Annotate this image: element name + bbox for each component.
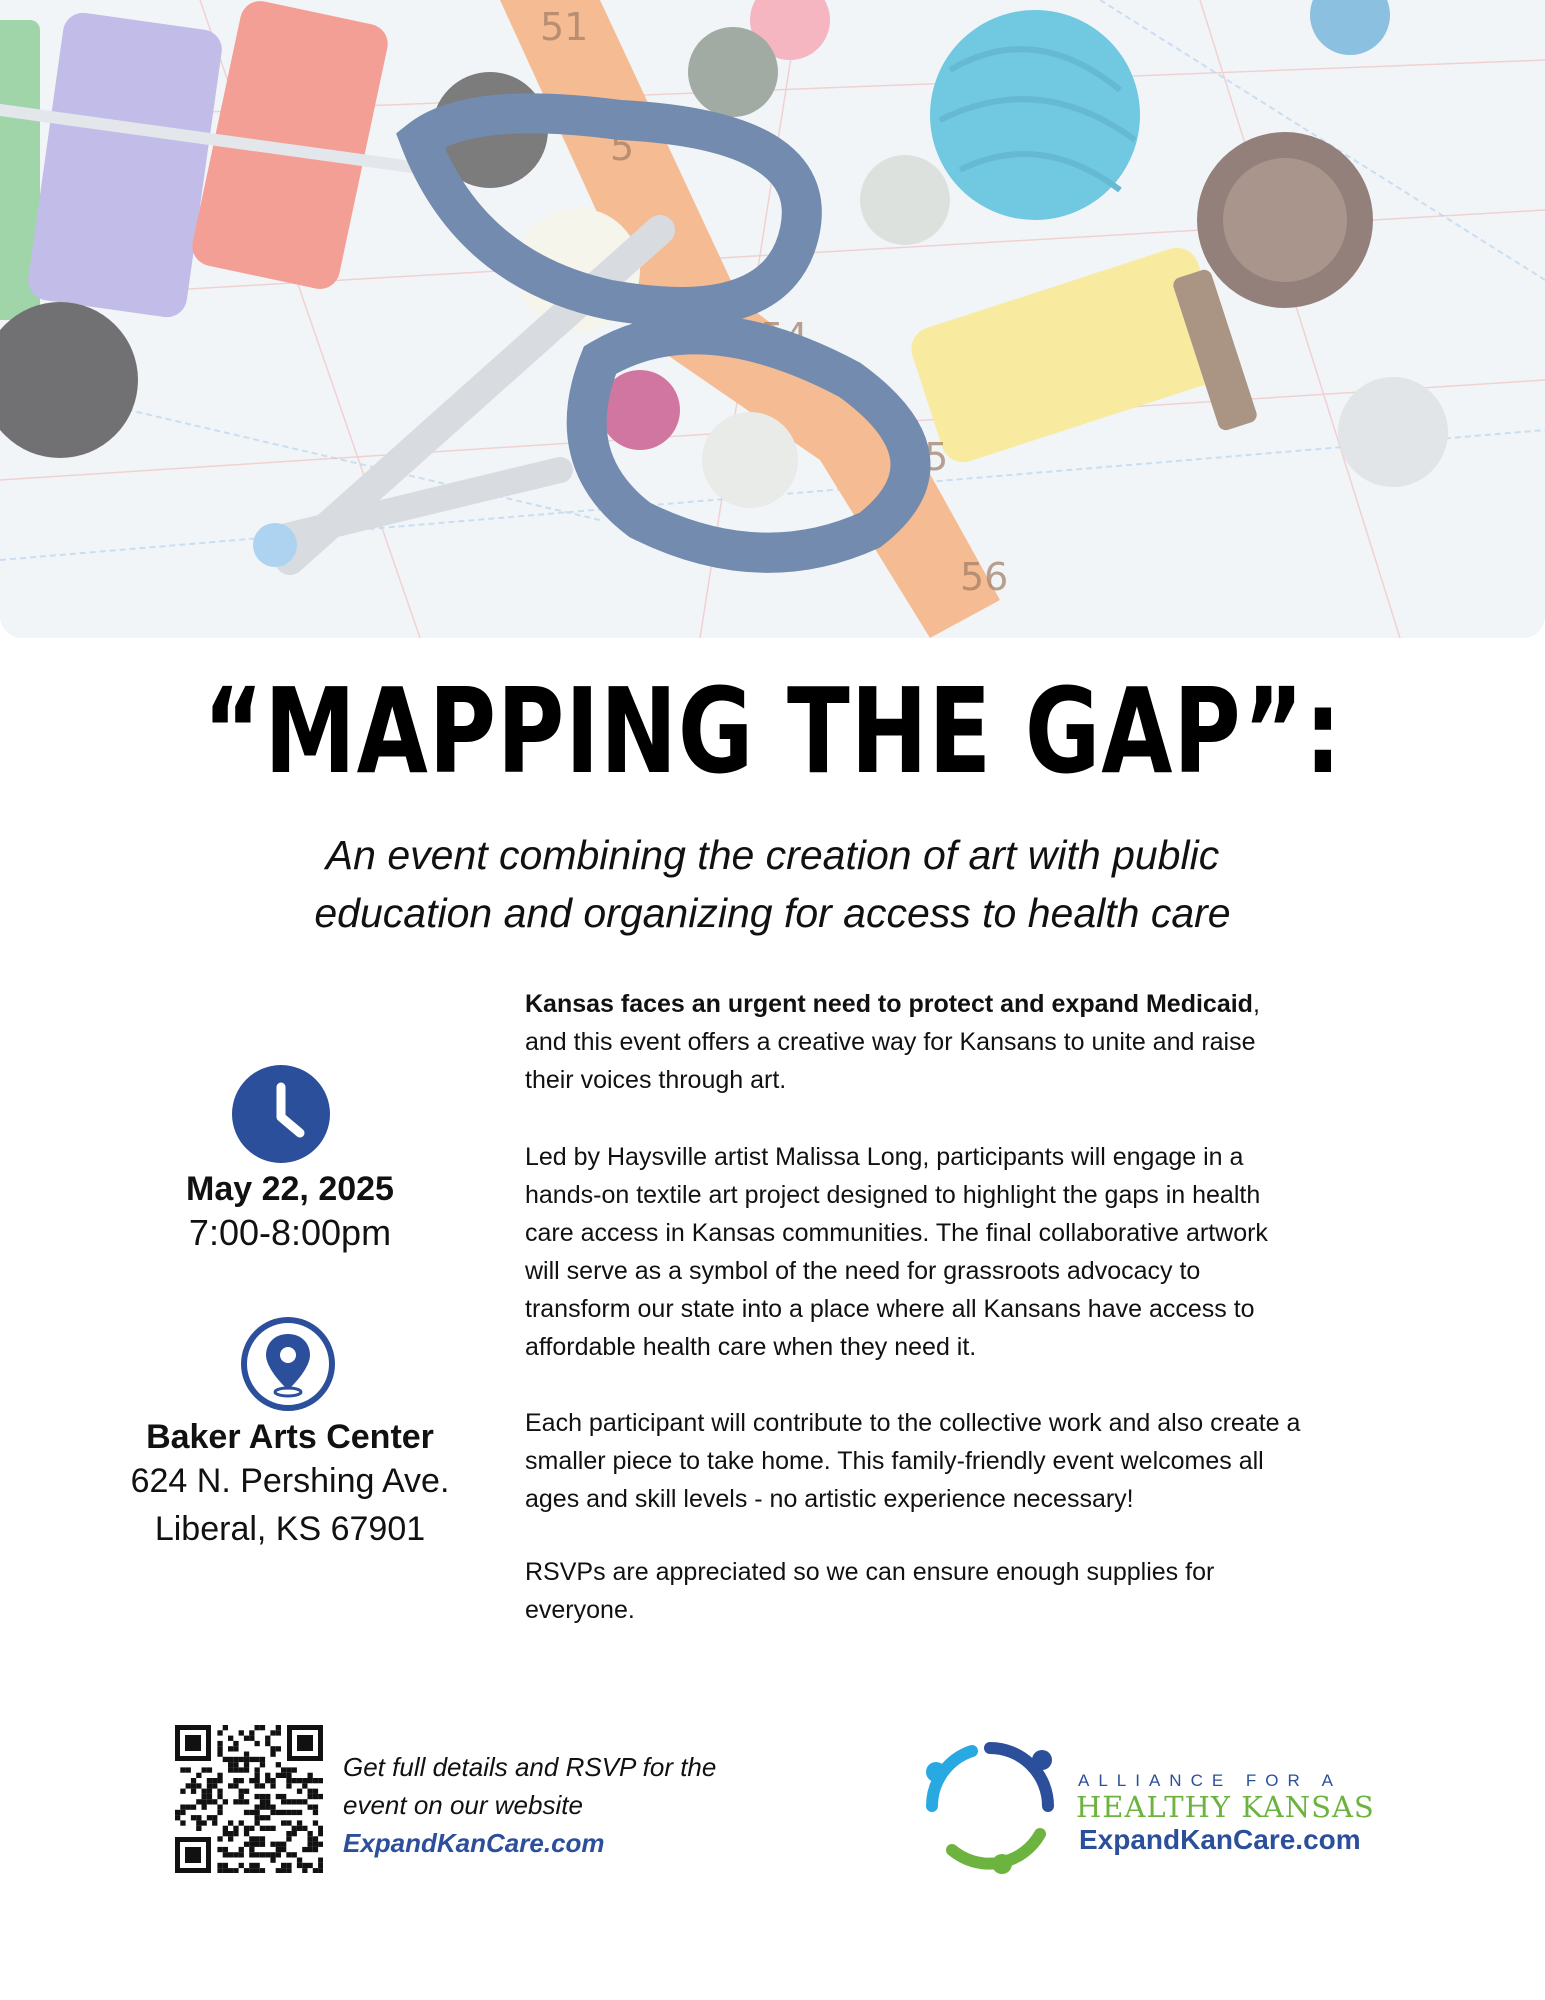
logo-text-alliance: ALLIANCE FOR A: [1078, 1771, 1342, 1790]
svg-text:54: 54: [760, 315, 809, 359]
sewing-supplies-illustration: [0, 0, 1545, 638]
venue-address-line-2: Liberal, KS 67901: [154, 1510, 426, 1548]
event-date: May 22, 2025: [186, 1170, 394, 1208]
subtitle-line-2: education and organizing for access to health care: [314, 890, 1231, 936]
body-paragraph-3: Each participant will contribute to the collective work and also create a smaller piece to take home. This family-friendly event welcomes all ages and skill levels - no artistic experience necessary!: [525, 1409, 1301, 1513]
logo-website-link[interactable]: ExpandKanCare.com: [1079, 1824, 1361, 1855]
venue-address-line-1: 624 N. Pershing Ave.: [130, 1462, 450, 1500]
body-paragraph-1: Kansas faces an urgent need to protect and expand Medicaid, and this event offers a creative way for Kansans to unite and raise their voices through art.: [525, 990, 1260, 1094]
event-time: 7:00-8:00pm: [188, 1212, 392, 1253]
website-link[interactable]: ExpandKanCare.com: [343, 1828, 605, 1858]
subtitle-line-1: An event combining the creation of art with public: [325, 832, 1220, 878]
alliance-logo-mark: [922, 1738, 1058, 1879]
rsvp-call-to-action: Get full details and RSVP for the event on our website ExpandKanCare.com: [343, 1748, 763, 1862]
venue-name: Baker Arts Center: [146, 1418, 434, 1456]
hero-image: [0, 0, 1545, 638]
svg-text:55: 55: [900, 435, 949, 479]
svg-text:51: 51: [540, 5, 589, 49]
svg-text:56: 56: [960, 555, 1009, 599]
qr-code[interactable]: [175, 1725, 323, 1878]
qr-code-graphic[interactable]: [175, 1725, 323, 1873]
page-title: “MAPPING THE GAP”:: [202, 662, 1343, 800]
body-paragraph-2: Led by Haysville artist Malissa Long, participants will engage in a hands-on textile art project designed to highlight the gaps in health care access in Kansas communities. The final collaborative artwork will serve as a symbol of the need for grassroots advocacy to transform our state into a place where all Kansans have access to affordable health care when they need it.: [525, 1143, 1268, 1361]
svg-text:5: 5: [610, 125, 635, 169]
medicaid-emphasis: Kansas faces an urgent need to protect and expand Medicaid: [525, 990, 1253, 1018]
logo-text-healthy-kansas: HEALTHY KANSAS: [1076, 1790, 1375, 1824]
clock-icon: [232, 1065, 330, 1168]
body-paragraph-4: RSVPs are appreciated so we can ensure enough supplies for everyone.: [525, 1558, 1215, 1624]
location-pin-icon: [240, 1316, 336, 1417]
